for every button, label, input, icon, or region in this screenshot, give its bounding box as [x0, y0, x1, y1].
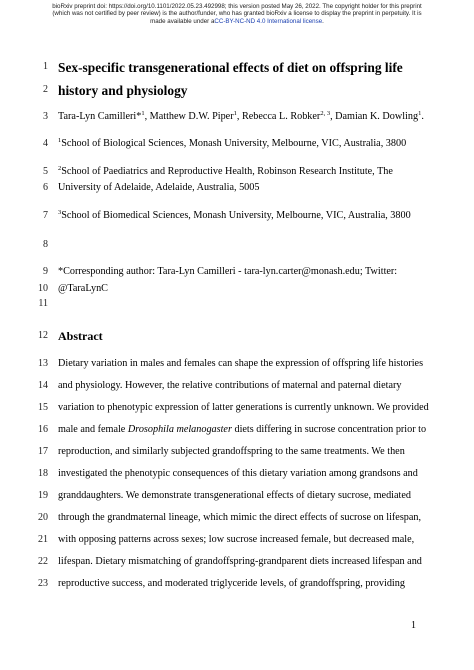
abstract-line — [58, 423, 458, 437]
line-number: 18 — [38, 468, 48, 479]
affiliation-1 — [58, 137, 458, 151]
author-4: , Damian K. Dowling — [330, 111, 419, 122]
abstract-line: through the grandmaternal lineage, which mimic the direct effects of sucrose on lifespan, — [58, 512, 422, 523]
line-9 — [0, 265, 474, 279]
affiliation-2-line-1 — [58, 165, 458, 179]
line-number: 17 — [38, 446, 48, 457]
author-3: , Rebecca L. Robker — [236, 111, 321, 122]
line-14 — [0, 379, 474, 393]
line-number: 5 — [43, 166, 48, 177]
line-12 — [0, 329, 474, 343]
paper-title-line-1: Sex-specific transgenerational effects of diet on offspring life — [58, 60, 403, 75]
line-number: 16 — [38, 424, 48, 435]
line-3 — [0, 110, 474, 124]
license-link[interactable]: CC-BY-NC-ND 4.0 International license — [214, 17, 323, 25]
affiliation-2-marker: 2 — [58, 165, 62, 172]
line-number: 6 — [43, 182, 48, 193]
abstract-line: investigated the phenotypic consequences of this dietary variation among grandsons and — [58, 468, 418, 479]
line-20 — [0, 511, 474, 525]
abstract-text: diets differing in sucrose concentration prior to — [231, 424, 427, 435]
line-6 — [0, 181, 474, 195]
line-18 — [0, 467, 474, 481]
line-number: 1 — [43, 61, 48, 72]
line-5 — [0, 165, 474, 179]
line-number: 13 — [38, 358, 48, 369]
affiliation-1-text: School of Biological Sciences, Monash University, Melbourne, VIC, Australia, 3800 — [61, 138, 407, 149]
abstract-line: with opposing patterns across sexes; low sucrose increased female, but decreased male, — [58, 534, 415, 545]
author-list-end: . — [421, 111, 424, 122]
affiliation-3-text: School of Biomedical Sciences, Monash University, Melbourne, VIC, Australia, 3800 — [61, 210, 411, 221]
line-23 — [0, 577, 474, 591]
line-4 — [0, 137, 474, 151]
line-number: 10 — [38, 283, 48, 294]
line-number: 15 — [38, 402, 48, 413]
abstract-heading: Abstract — [58, 329, 103, 343]
line-number: 21 — [38, 534, 48, 545]
line-number: 20 — [38, 512, 48, 523]
affiliation-3 — [58, 209, 458, 223]
line-number: 3 — [43, 111, 48, 122]
abstract-text: male and female — [58, 424, 128, 435]
affiliation-2-text: School of Paediatrics and Reproductive Health, Robinson Research Institute, The — [61, 166, 393, 177]
line-number: 14 — [38, 380, 48, 391]
author-4-affil: 1 — [418, 110, 422, 117]
header-license-suffix: . — [322, 17, 324, 25]
author-1: Tara-Lyn Camilleri* — [58, 111, 142, 122]
line-10 — [0, 282, 474, 296]
line-17 — [0, 445, 474, 459]
author-2-affil: 1 — [233, 110, 237, 117]
line-7 — [0, 209, 474, 223]
line-1 — [0, 60, 474, 74]
line-number: 12 — [38, 330, 48, 341]
abstract-line: lifespan. Dietary mismatching of grandoffspring-grandparent diets increased lifespan and — [58, 556, 422, 567]
affiliation-2-line-2: University of Adelaide, Adelaide, Australia, 5005 — [58, 182, 260, 193]
page-number: 1 — [411, 620, 416, 631]
line-15 — [0, 401, 474, 415]
author-3-affil: 2, 3 — [320, 110, 331, 117]
line-22 — [0, 555, 474, 569]
header-line-1: bioRxiv preprint doi: https://doi.org/10.1101/2022.05.23.492998; this version posted May 26, 2022. The copyright holder for this preprint — [52, 3, 422, 10]
affiliation-3-marker: 3 — [58, 209, 62, 216]
abstract-line: reproduction, and similarly subjected grandoffspring to the same treatments. We then — [58, 446, 405, 457]
line-number: 22 — [38, 556, 48, 567]
line-19 — [0, 489, 474, 503]
line-16 — [0, 423, 474, 437]
abstract-line: reproductive success, and moderated triglyceride levels, of grandoffspring, providing — [58, 578, 405, 589]
line-number: 11 — [38, 298, 48, 309]
line-number: 7 — [43, 210, 48, 221]
header-license-prefix: made available under a — [150, 17, 215, 25]
corresponding-author-line-2: @TaraLynC — [58, 283, 108, 294]
abstract-line: Dietary variation in males and females can shape the expression of offspring life histories — [58, 358, 424, 369]
corresponding-author-line-1: *Corresponding author: Tara-Lyn Camilleri - tara-lyn.carter@monash.edu; Twitter: — [58, 266, 398, 277]
line-11 — [0, 297, 474, 311]
abstract-line: and physiology. However, the relative contributions of maternal and paternal dietary — [58, 380, 402, 391]
author-list — [58, 110, 458, 124]
line-number: 9 — [43, 266, 48, 277]
paper-title-line-2: history and physiology — [58, 83, 188, 98]
author-1-affil: 1 — [141, 110, 145, 117]
abstract-line: granddaughters. We demonstrate transgenerational effects of dietary sucrose, mediated — [58, 490, 411, 501]
line-8 — [0, 238, 474, 252]
line-13 — [0, 357, 474, 371]
line-2 — [0, 83, 474, 97]
species-name: Drosophila melanogaster — [127, 424, 232, 435]
line-number: 23 — [38, 578, 48, 589]
abstract-line: variation to phenotypic expression of latter generations is currently unknown. We provided — [58, 402, 429, 413]
line-number: 19 — [38, 490, 48, 501]
line-number: 8 — [43, 239, 48, 250]
line-21 — [0, 533, 474, 547]
header-line-2: (which was not certified by peer review) is the author/funder, who has granted bioRxiv a license to display the preprint in perpetuity. It is — [52, 10, 422, 18]
author-2: , Matthew D.W. Piper — [144, 111, 234, 122]
line-number: 2 — [43, 84, 48, 95]
line-number: 4 — [43, 138, 48, 149]
affiliation-1-marker: 1 — [58, 137, 62, 144]
